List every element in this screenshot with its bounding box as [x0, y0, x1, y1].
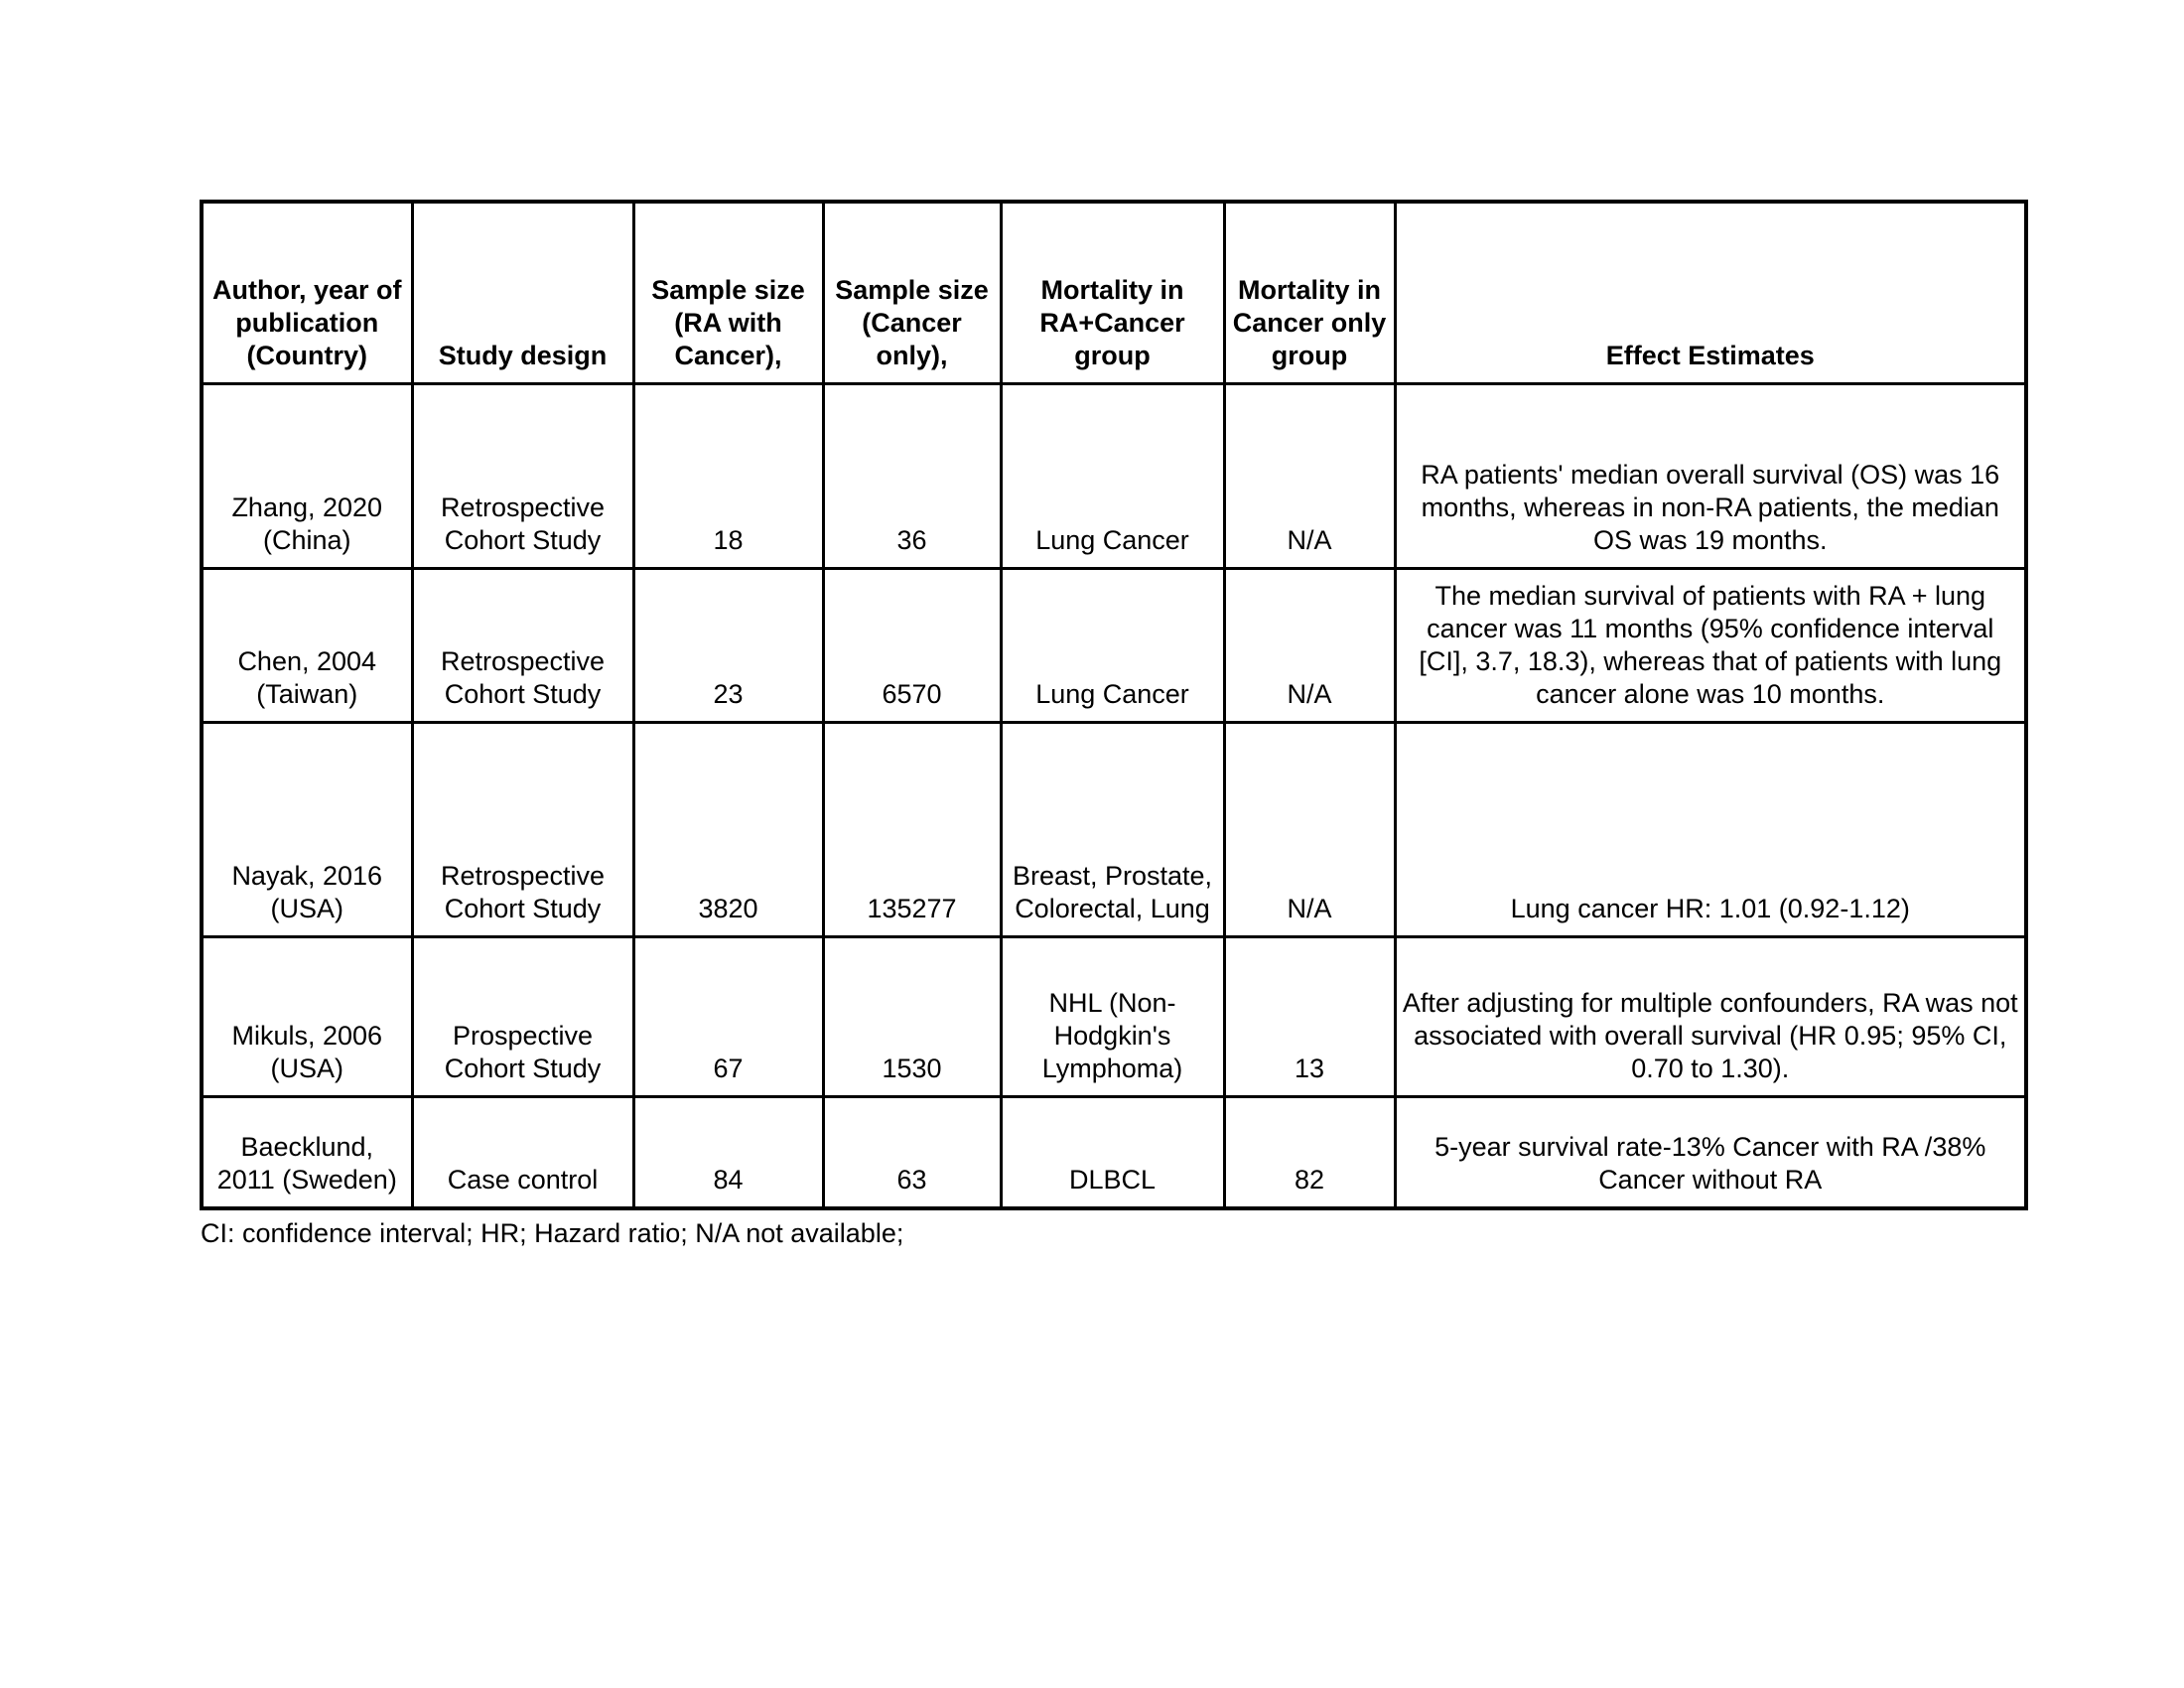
cell-sample-size-ra: 18	[633, 383, 823, 568]
cell-effect-estimates: 5-year survival rate-13% Cancer with RA /38% Cancer without RA	[1395, 1096, 2026, 1208]
column-header-mortality-cancer-only: Mortality in Cancer only group	[1224, 202, 1395, 383]
cell-effect-estimates: RA patients' median overall survival (OS) was 16 months, whereas in non-RA patients, the median OS was 19 months.	[1395, 383, 2026, 568]
cell-study-design: Prospective Cohort Study	[412, 936, 633, 1096]
cell-mortality-cancer-only: N/A	[1224, 383, 1395, 568]
cell-mortality-ra-cancer: Lung Cancer	[1001, 568, 1224, 722]
column-header-sample-size-cancer: Sample size (Cancer only),	[823, 202, 1001, 383]
cell-effect-estimates: The median survival of patients with RA + lung cancer was 11 months (95% confidence interval [CI], 3.7, 18.3), whereas that of patients with lung cancer alone was 10 months.	[1395, 568, 2026, 722]
cell-mortality-ra-cancer: NHL (Non-Hodgkin's Lymphoma)	[1001, 936, 1224, 1096]
cell-author: Mikuls, 2006 (USA)	[202, 936, 412, 1096]
cell-sample-size-ra: 23	[633, 568, 823, 722]
column-header-effect-estimates: Effect Estimates	[1395, 202, 2026, 383]
cell-sample-size-cancer: 135277	[823, 722, 1001, 936]
cell-study-design: Retrospective Cohort Study	[412, 722, 633, 936]
study-mortality-table	[200, 200, 2028, 1210]
header-row	[202, 202, 2026, 383]
cell-mortality-ra-cancer: Breast, Prostate, Colorectal, Lung	[1001, 722, 1224, 936]
cell-effect-estimates: After adjusting for multiple confounders, RA was not associated with overall survival (HR 0.95; 95% CI, 0.70 to 1.30).	[1395, 936, 2026, 1096]
cell-mortality-cancer-only: 13	[1224, 936, 1395, 1096]
cell-sample-size-cancer: 36	[823, 383, 1001, 568]
cell-sample-size-ra: 84	[633, 1096, 823, 1208]
cell-author: Chen, 2004 (Taiwan)	[202, 568, 412, 722]
cell-mortality-ra-cancer: Lung Cancer	[1001, 383, 1224, 568]
cell-mortality-ra-cancer: DLBCL	[1001, 1096, 1224, 1208]
table-footnote: CI: confidence interval; HR; Hazard ratio; N/A not available;	[201, 1218, 904, 1248]
cell-sample-size-cancer: 1530	[823, 936, 1001, 1096]
cell-sample-size-ra: 3820	[633, 722, 823, 936]
cell-author: Zhang, 2020 (China)	[202, 383, 412, 568]
column-header-mortality-ra-cancer: Mortality in RA+Cancer group	[1001, 202, 1224, 383]
column-header-study-design: Study design	[412, 202, 633, 383]
table-row	[202, 383, 2026, 568]
cell-effect-estimates: Lung cancer HR: 1.01 (0.92-1.12)	[1395, 722, 2026, 936]
table-row	[202, 936, 2026, 1096]
cell-mortality-cancer-only: 82	[1224, 1096, 1395, 1208]
cell-sample-size-ra: 67	[633, 936, 823, 1096]
cell-author: Baecklund, 2011 (Sweden)	[202, 1096, 412, 1208]
cell-study-design: Case control	[412, 1096, 633, 1208]
cell-study-design: Retrospective Cohort Study	[412, 568, 633, 722]
table-row	[202, 568, 2026, 722]
cell-mortality-cancer-only: N/A	[1224, 568, 1395, 722]
table-row	[202, 722, 2026, 936]
cell-author: Nayak, 2016 (USA)	[202, 722, 412, 936]
table-row	[202, 1096, 2026, 1208]
column-header-sample-size-ra: Sample size (RA with Cancer),	[633, 202, 823, 383]
column-header-author: Author, year of publication (Country)	[202, 202, 412, 383]
cell-sample-size-cancer: 6570	[823, 568, 1001, 722]
cell-sample-size-cancer: 63	[823, 1096, 1001, 1208]
cell-mortality-cancer-only: N/A	[1224, 722, 1395, 936]
cell-study-design: Retrospective Cohort Study	[412, 383, 633, 568]
